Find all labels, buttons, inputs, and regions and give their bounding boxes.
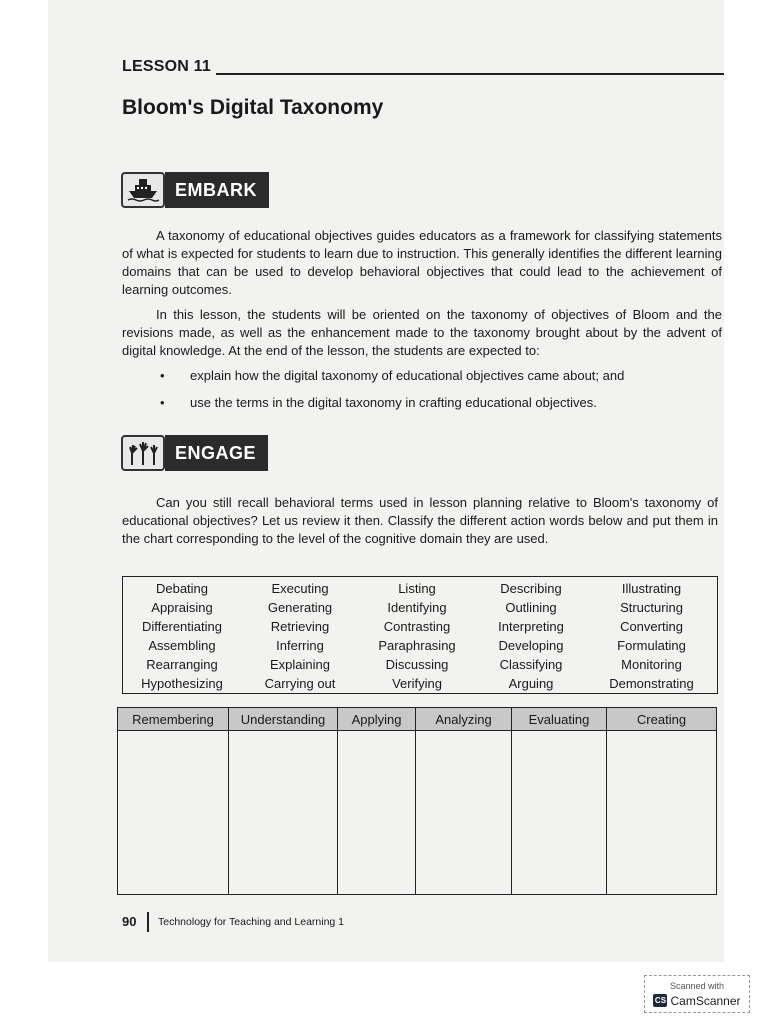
bullet-icon: • <box>160 368 165 383</box>
action-word: Paraphrasing <box>378 638 456 653</box>
chart-answer-cell[interactable] <box>416 731 511 894</box>
action-words-column <box>359 577 475 693</box>
embark-paragraph-2 <box>122 306 722 360</box>
embark-paragraph-1 <box>122 227 722 299</box>
chart-column-analyzing <box>416 708 512 894</box>
embark-label: EMBARK <box>165 172 269 208</box>
embark-paragraph-2-text: In this lesson, the students will be oriented on the taxonomy of objectives of Bloom and the revisions made, as well as the enhancement made to the taxonomy brought about by the advent of digital knowledge. At the end of the lesson, the students are expected to: <box>122 307 722 358</box>
ship-icon <box>121 172 165 208</box>
action-word: Developing <box>498 638 564 653</box>
bullet-icon: • <box>160 395 165 410</box>
action-word: Verifying <box>392 676 442 691</box>
action-word: Identifying <box>387 600 447 615</box>
lesson-rule <box>216 73 724 75</box>
camscanner-logo-icon: CS <box>654 996 667 1005</box>
chart-header: Applying <box>338 708 415 731</box>
action-word: Structuring <box>620 600 683 615</box>
action-word: Assembling <box>148 638 216 653</box>
chart-answer-cell[interactable] <box>338 731 415 894</box>
chart-column-creating <box>607 708 716 894</box>
action-word: Arguing <box>508 676 554 691</box>
action-word: Explaining <box>270 657 330 672</box>
book-title: Technology for Teaching and Learning 1 <box>158 916 345 928</box>
action-word: Illustrating <box>621 581 682 596</box>
action-words-column <box>587 577 716 693</box>
chart-header: Understanding <box>229 708 337 731</box>
page-title: Bloom's Digital Taxonomy <box>122 96 384 119</box>
embark-banner <box>121 171 269 209</box>
chart-answer-cell[interactable] <box>118 731 228 894</box>
objective-bullet <box>122 367 722 385</box>
camscanner-name: CamScanner <box>670 993 741 1008</box>
action-word: Listing <box>398 581 436 596</box>
engage-banner <box>121 434 268 472</box>
action-word: Classifying <box>499 657 563 672</box>
objective-bullet <box>122 394 722 412</box>
chart-answer-cell[interactable] <box>512 731 606 894</box>
action-word: Interpreting <box>498 619 564 634</box>
objective-bullet-text: explain how the digital taxonomy of educational objectives came about; and <box>190 368 625 383</box>
camscanner-watermark <box>644 975 750 1013</box>
action-words-column <box>123 577 241 693</box>
action-word: Rearranging <box>146 657 218 672</box>
chart-answer-cell[interactable] <box>607 731 716 894</box>
action-word: Formulating <box>617 638 686 653</box>
chart-answer-cell[interactable] <box>229 731 337 894</box>
action-word: Outlining <box>505 600 557 615</box>
action-word: Executing <box>271 581 329 596</box>
chart-header: Remembering <box>118 708 228 731</box>
action-word: Generating <box>267 600 333 615</box>
scanned-with-text: Scanned with <box>669 980 725 991</box>
chart-column-evaluating <box>512 708 607 894</box>
camscanner-brand <box>653 994 740 1008</box>
embark-paragraph-1-text: A taxonomy of educational objectives guides educators as a framework for classifying statements of what is expected for students to learn due to instruction. This generally identifies the different learning domains that can be used to develop behavioral objectives that could lead to the achievement of learning outcomes. <box>122 228 722 297</box>
action-word: Contrasting <box>383 619 451 634</box>
action-word: Differentiating <box>142 619 222 634</box>
chart-column-understanding <box>229 708 338 894</box>
action-word: Demonstrating <box>609 676 694 691</box>
chart-header: Analyzing <box>416 708 511 731</box>
action-word: Inferring <box>276 638 324 653</box>
action-word: Debating <box>155 581 209 596</box>
chart-column-remembering <box>118 708 229 894</box>
chart-column-applying <box>338 708 416 894</box>
action-words-column <box>241 577 359 693</box>
engage-paragraph-text: Can you still recall behavioral terms used in lesson planning relative to Bloom's taxonomy of educational objectives? Let us review it then. Classify the different action words below and put them in the chart corresponding to the level of the cognitive domain they are used. <box>122 495 718 546</box>
chart-header: Evaluating <box>512 708 606 731</box>
action-word: Discussing <box>385 657 449 672</box>
action-words-box <box>122 576 718 694</box>
objective-bullet-text: use the terms in the digital taxonomy in crafting educational objectives. <box>190 395 597 410</box>
engage-label: ENGAGE <box>165 435 268 471</box>
action-word: Appraising <box>151 600 213 615</box>
action-word: Describing <box>500 581 562 596</box>
action-word: Monitoring <box>621 657 682 672</box>
action-word: Converting <box>620 619 683 634</box>
classification-chart <box>117 707 717 895</box>
action-word: Hypothesizing <box>141 676 223 691</box>
raised-hands-icon <box>121 435 165 471</box>
page-number: 90 <box>122 914 137 929</box>
lesson-label: LESSON 11 <box>122 58 211 75</box>
action-word: Carrying out <box>264 676 336 691</box>
engage-paragraph <box>122 494 718 548</box>
action-words-column <box>475 577 587 693</box>
footer-divider <box>147 912 149 932</box>
chart-header: Creating <box>607 708 716 731</box>
action-word: Retrieving <box>270 619 330 634</box>
